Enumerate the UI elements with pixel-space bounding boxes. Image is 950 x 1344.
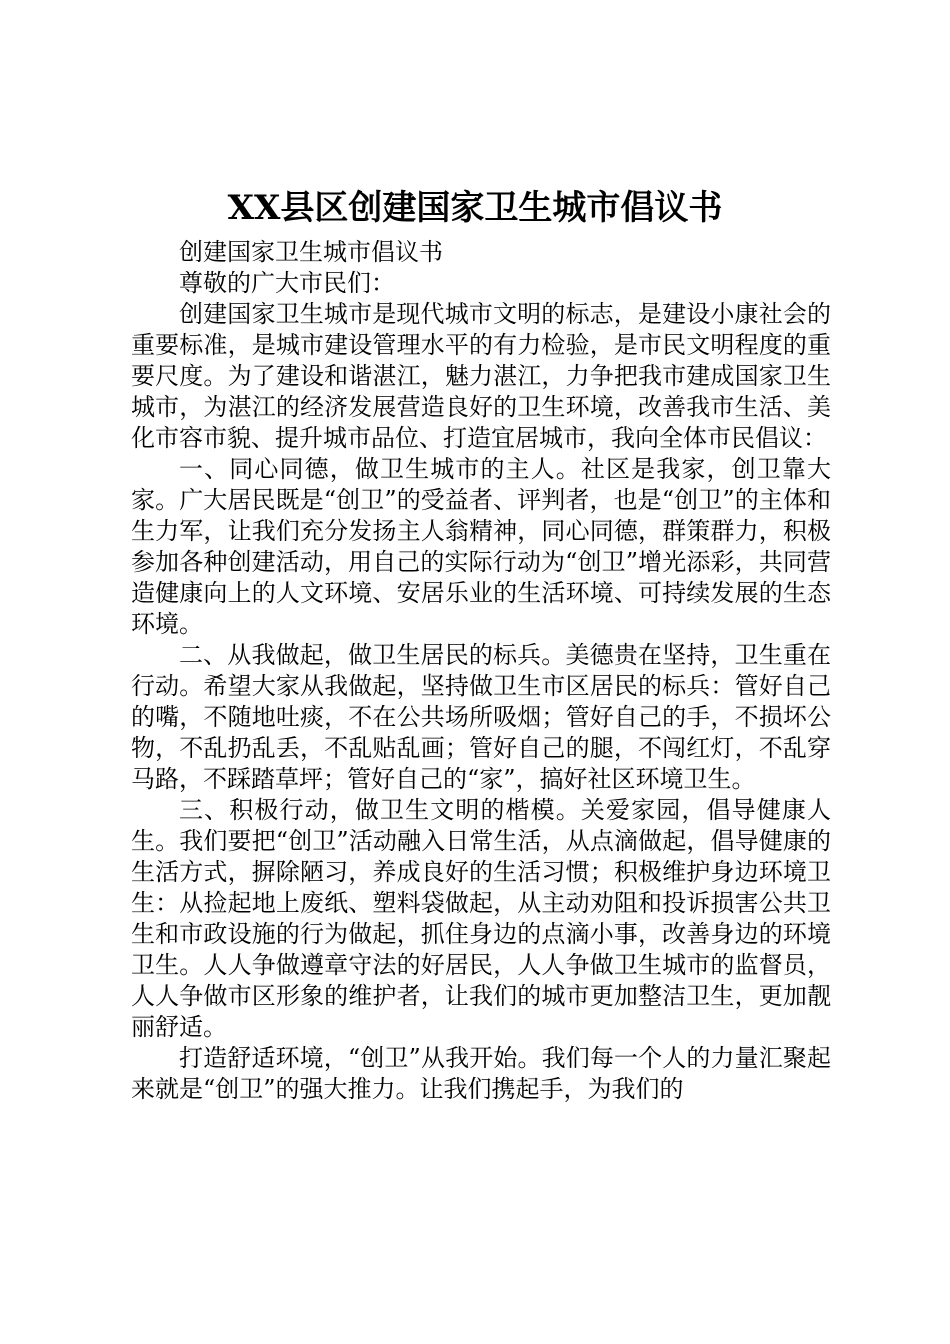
paragraph-point-two: 二、从我做起，做卫生居民的标兵。美德贵在坚持，卫生重在行动。希望大家从我做起，坚持做卫生市区居民的标兵：管好自己的嘴，不随地吐痰，不在公共场所吸烟；管好自己的手，不损坏公物，不乱扔乱丢，不乱贴乱画；管好自己的腿，不闯红灯，不乱穿马路，不踩踏草坪；管好自己的“家”，搞好社区环境卫生。	[131, 641, 831, 793]
paragraph-salutation: 尊敬的广大市民们：	[179, 269, 395, 297]
paragraph-subtitle: 创建国家卫生城市倡议书	[179, 238, 443, 266]
paragraph-point-three: 三、积极行动，做卫生文明的楷模。关爱家园，倡导健康人生。我们要把“创卫”活动融入日常生活，从点滴做起，倡导健康的生活方式，摒除陋习，养成良好的生活习惯；积极维护身边环境卫生：从捡起地上废纸、塑料袋做起，从主动劝阻和投诉损害公共卫生和市政设施的行为做起，抓住身边的点滴小事，改善身边的环境卫生。人人争做遵章守法的好居民，人人争做卫生城市的监督员，人人争做市区形象的维护者，让我们的城市更加整洁卫生，更加靓丽舒适。	[131, 796, 831, 1041]
paragraph-point-one: 一、同心同德，做卫生城市的主人。社区是我家，创卫靠大家。广大居民既是“创卫”的受益者、评判者，也是“创卫”的主体和生力军，让我们充分发扬主人翁精神，同心同德，群策群力，积极参加各种创建活动，用自己的实际行动为“创卫”增光添彩，共同营造健康向上的人文环境、安居乐业的生活环境、可持续发展的生态环境。	[131, 455, 831, 638]
paragraph-intro: 创建国家卫生城市是现代城市文明的标志，是建设小康社会的重要标准，是城市建设管理水平的有力检验，是市民文明程度的重要尺度。为了建设和谐湛江，魅力湛江，力争把我市建成国家卫生城市，为湛江的经济发展营造良好的卫生环境，改善我市生活、美化市容市貌、提升城市品位、打造宜居城市，我向全体市民倡议：	[131, 300, 831, 452]
document-body	[131, 237, 831, 1105]
paragraph-closing: 打造舒适环境，“创卫”从我开始。我们每一个人的力量汇聚起来就是“创卫”的强大推力。让我们携起手，为我们的	[131, 1044, 831, 1103]
document-title: XX县区创建国家卫生城市倡议书	[227, 188, 723, 228]
